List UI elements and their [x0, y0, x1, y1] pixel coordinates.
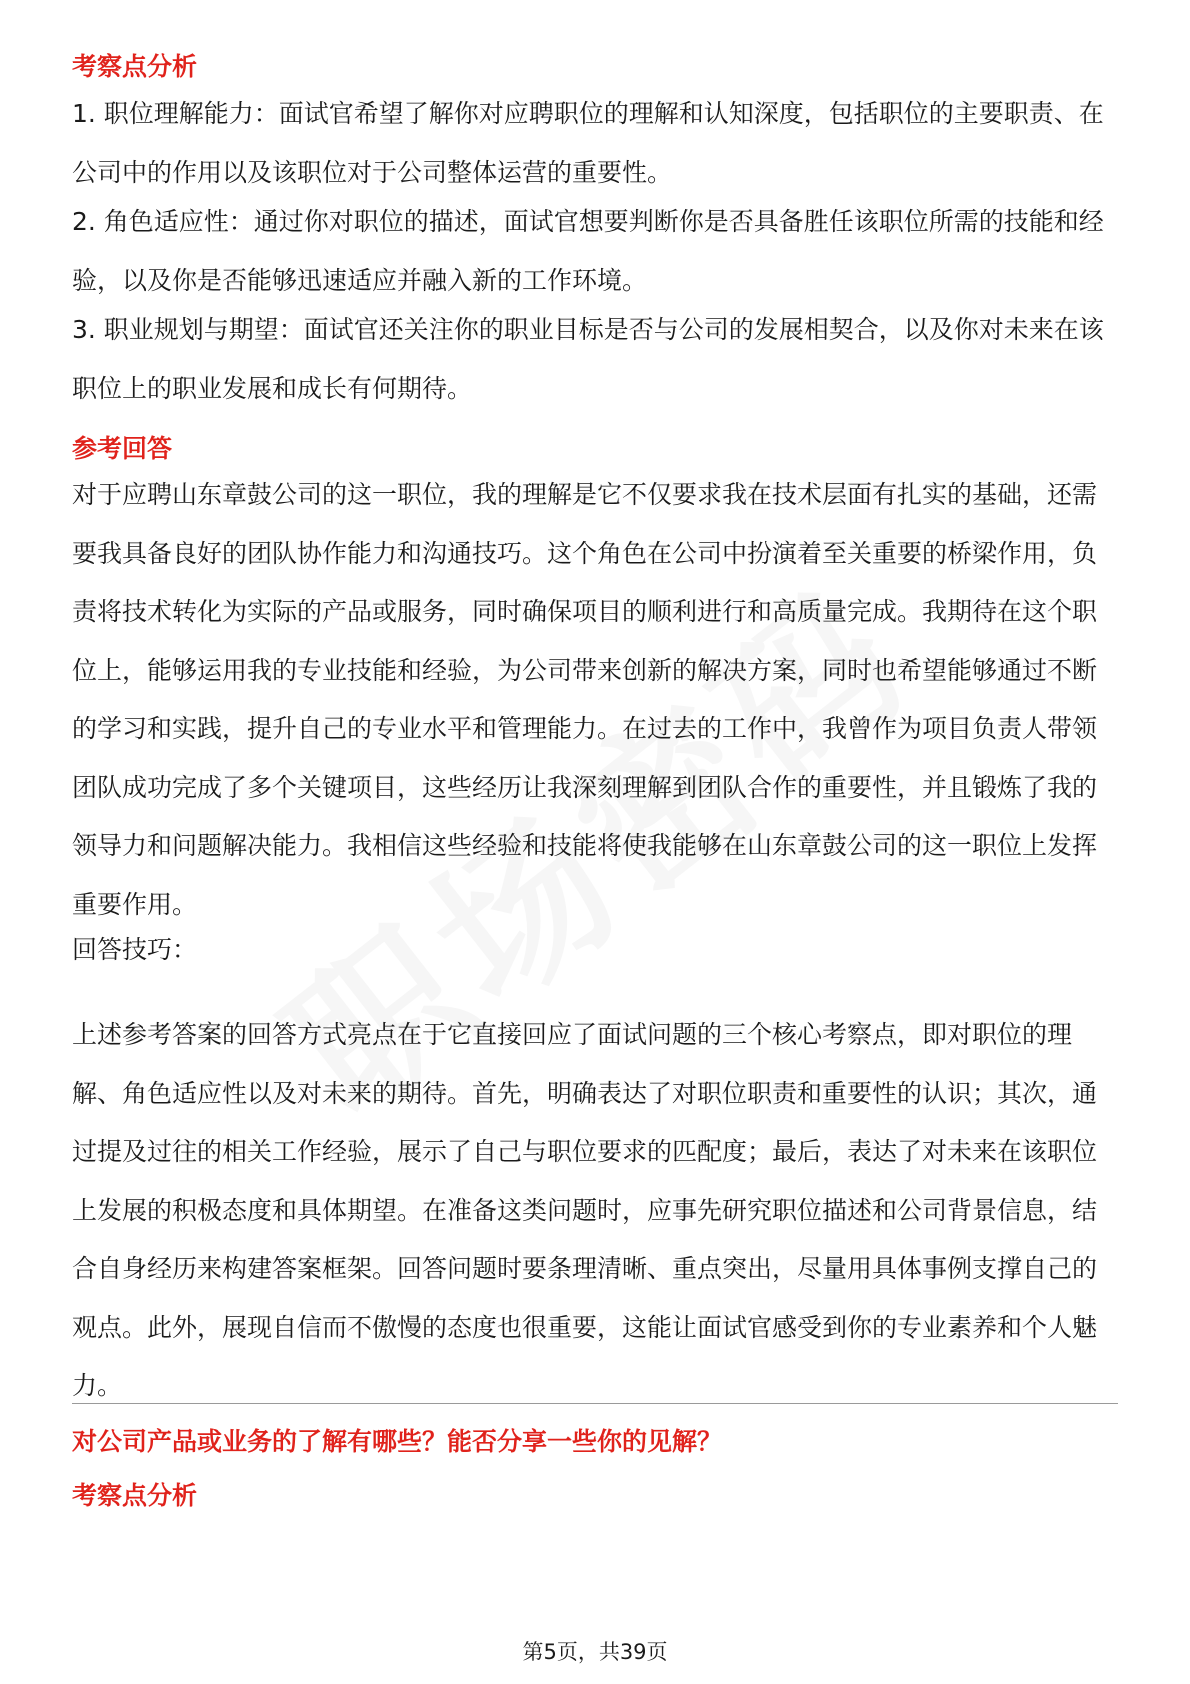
reference-answer: 对于应聘山东章鼓公司的这一职位，我的理解是它不仅要求我在技术层面有扎实的基础，还需要我具备良好的团队协作能力和沟通技巧。这个角色在公司中扮演着至关重要的桥梁作用，负责将技术转化为实际的产品或服务，同时确保项目的顺利进行和高质量完成。我期待在这个职位上，能够运用我的专业技能和经验，为公司带来创新的解决方案，同时也希望能够通过不断的学习和实践，提升自己的专业水平和管理能力。在过去的工作中，我曾作为项目负责人带领团队成功完成了多个关键项目，这些经历让我深刻理解到团队合作的重要性，并且锻炼了我的领导力和问题解决能力。我相信这些经验和技能将使我能够在山东章鼓公司的这一职位上发挥重要作用。	[72, 480, 1098, 919]
document-page	[72, 0, 1118, 1684]
analysis-item-3: 3. 职业规划与期望：面试官还关注你的职业目标是否与公司的发展相契合，以及你对未来在该职位上的职业发展和成长有何期待。	[72, 315, 1104, 403]
page-number: 第5页，共39页	[522, 1640, 668, 1664]
analysis-item-2: 2. 角色适应性：通过你对职位的描述，面试官想要判断你是否具备胜任该职位所需的技能和经验，以及你是否能够迅速适应并融入新的工作环境。	[72, 207, 1104, 295]
next-section-heading-analysis: 考察点分析	[72, 1481, 198, 1510]
section-heading-analysis: 考察点分析	[72, 52, 198, 81]
analysis-item-1: 1. 职位理解能力：面试官希望了解你对应聘职位的理解和认知深度，包括职位的主要职责、在公司中的作用以及该职位对于公司整体运营的重要性。	[72, 99, 1104, 187]
section-divider	[72, 1403, 1118, 1404]
tips-label: 回答技巧：	[72, 935, 198, 964]
tips-text: 上述参考答案的回答方式亮点在于它直接回应了面试问题的三个核心考察点，即对职位的理解、角色适应性以及对未来的期待。首先，明确表达了对职位职责和重要性的认识；其次，通过提及过往的相关工作经验，展示了自己与职位要求的匹配度；最后，表达了对未来在该职位上发展的积极态度和具体期望。在准备这类问题时，应事先研究职位描述和公司背景信息，结合自身经历来构建答案框架。回答问题时要条理清晰、重点突出，尽量用具体事例支撑自己的观点。此外，展现自信而不傲慢的态度也很重要，这能让面试官感受到你的专业素养和个人魅力。	[72, 1020, 1098, 1400]
next-question-title: 对公司产品或业务的了解有哪些？能否分享一些你的见解？	[72, 1427, 723, 1456]
section-heading-answer: 参考回答	[72, 434, 173, 463]
